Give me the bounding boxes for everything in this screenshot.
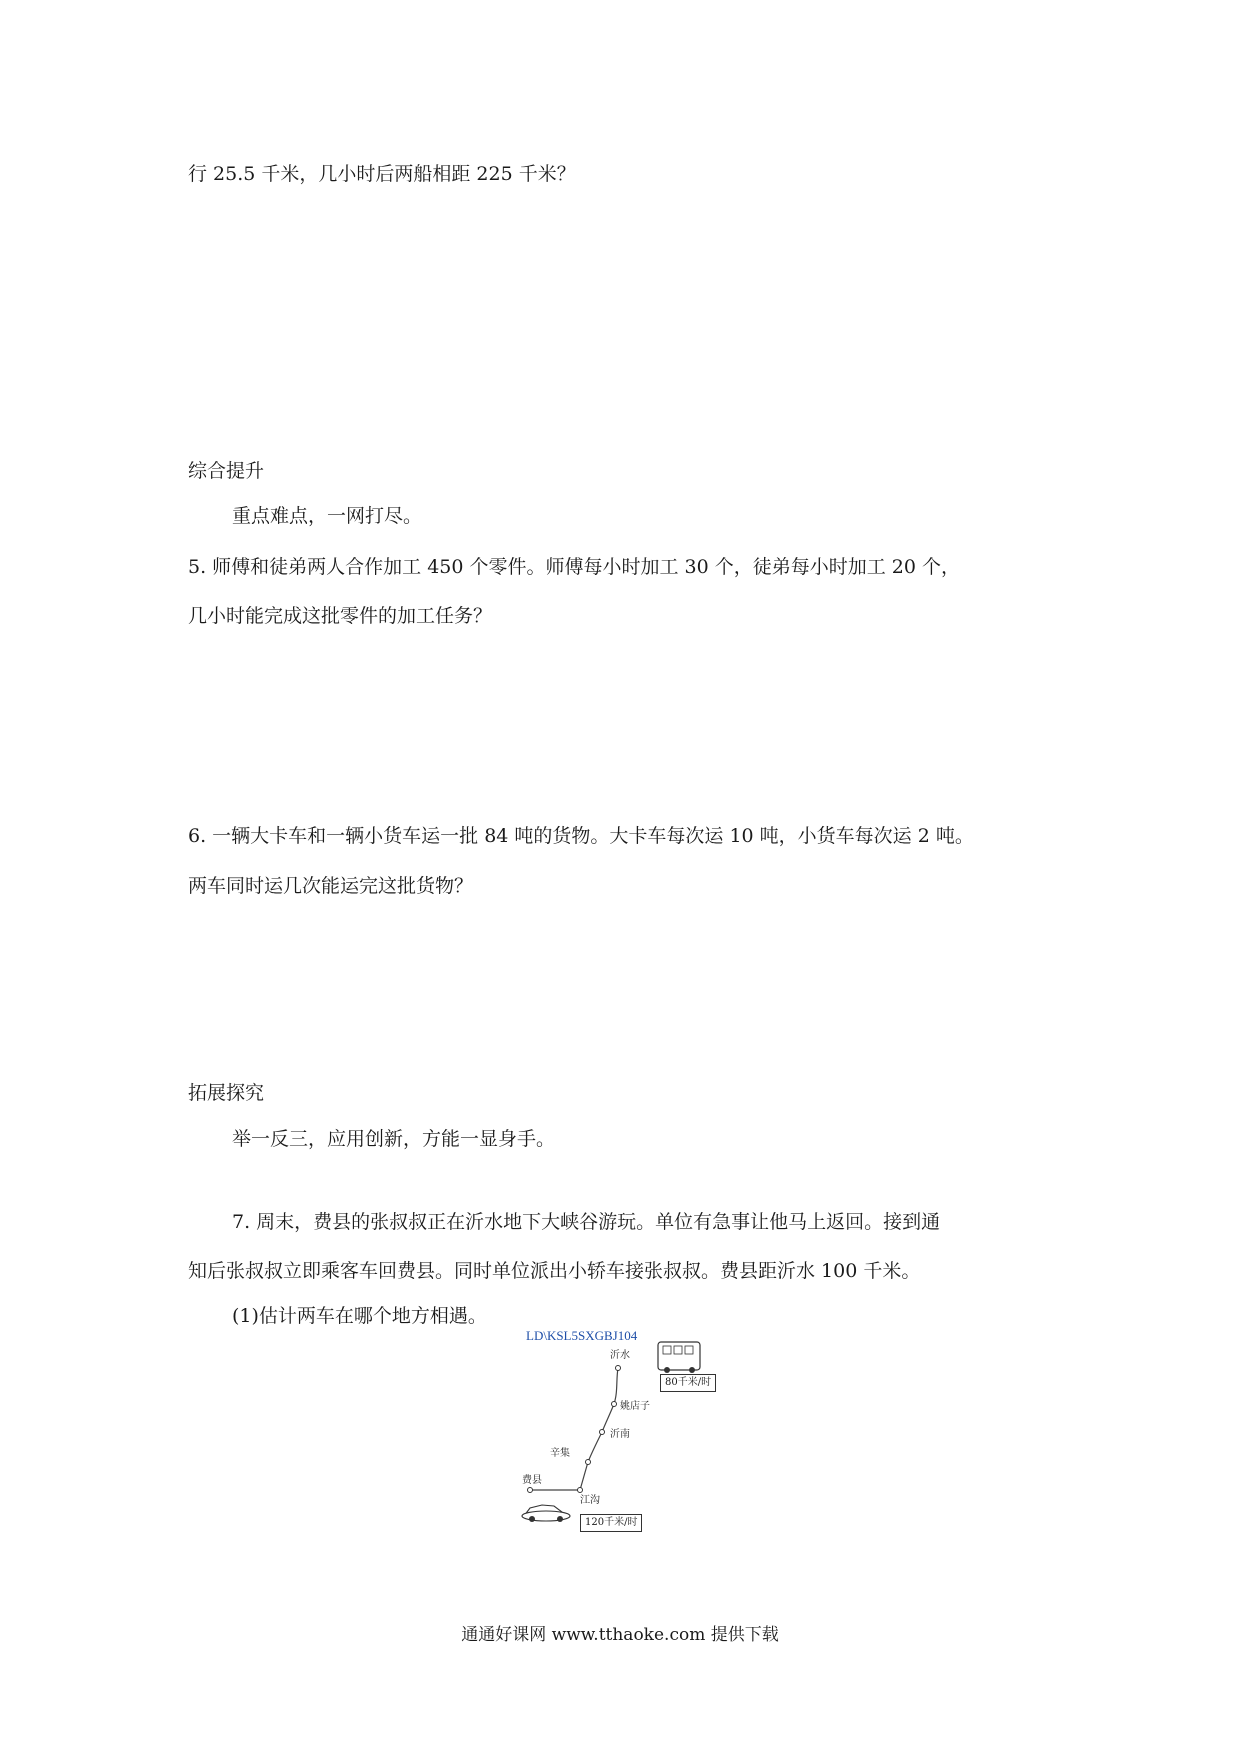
stop-label-jianggou: 江沟: [580, 1495, 600, 1506]
problem-4-continuation: 行 25.5 千米，几小时后两船相距 225 千米？: [188, 163, 576, 185]
problem-5-line-2: 几小时能完成这批零件的加工任务？: [188, 605, 493, 627]
stop-marker-yaodianzi: [612, 1402, 617, 1407]
bus-speed-label: 80千米/时: [660, 1374, 716, 1392]
resource-code: LD\KSL5SXGBJ104: [526, 1328, 638, 1343]
stop-marker-feixian: [528, 1488, 533, 1493]
problem-7-line-2: 知后张叔叔立即乘客车回费县。同时单位派出小轿车接张叔叔。费县距沂水 100 千米。: [188, 1260, 921, 1282]
problem-6-line-2: 两车同时运几次能运完这批货物？: [188, 875, 474, 897]
section-subtitle-comprehensive: 重点难点，一网打尽。: [232, 505, 423, 527]
problem-7-question-1: (1)估计两车在哪个地方相遇。: [232, 1305, 487, 1327]
section-heading-comprehensive: 综合提升: [188, 460, 265, 482]
problem-5-line-1: 5. 师傅和徒弟两人合作加工 450 个零件。师傅每小时加工 30 个，徒弟每小时加工 20 个，: [188, 556, 961, 578]
stop-marker-xinji: [586, 1460, 591, 1465]
stop-label-xinji: 辛集: [550, 1448, 570, 1459]
page-footer: 通通好课网 www.tthaoke.com 提供下载: [461, 1625, 779, 1645]
stop-label-yishui: 沂水: [610, 1350, 630, 1361]
route-path: [530, 1368, 618, 1490]
stop-marker-jianggou: [578, 1488, 583, 1493]
stop-marker-yishui: [616, 1366, 621, 1371]
stop-marker-yinan: [600, 1430, 605, 1435]
bus-icon: [658, 1342, 700, 1373]
car-speed-label: 120千米/时: [580, 1514, 642, 1532]
car-icon: [522, 1505, 570, 1522]
route-diagram: [520, 1328, 760, 1548]
stop-label-yinan: 沂南: [610, 1429, 630, 1440]
stop-label-yaodianzi: 姚店子: [620, 1401, 650, 1412]
section-subtitle-extension: 举一反三，应用创新，方能一显身手。: [232, 1128, 556, 1150]
problem-7-line-1: 7. 周末，费县的张叔叔正在沂水地下大峡谷游玩。单位有急事让他马上返回。接到通: [232, 1211, 941, 1233]
section-heading-extension: 拓展探究: [188, 1082, 265, 1104]
problem-6-line-1: 6. 一辆大卡车和一辆小货车运一批 84 吨的货物。大卡车每次运 10 吨，小货车每次运 2 吨。: [188, 825, 974, 847]
stop-label-feixian: 费县: [522, 1475, 542, 1486]
